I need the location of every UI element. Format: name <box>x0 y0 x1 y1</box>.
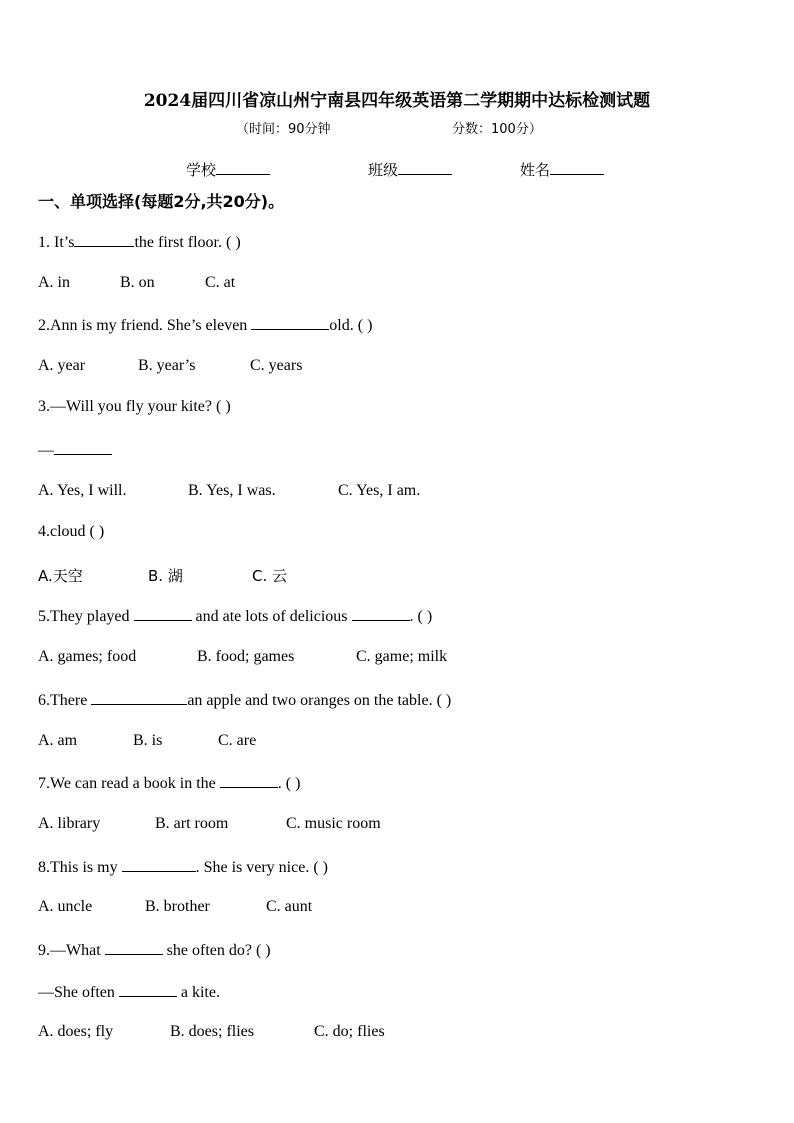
school-field <box>186 159 270 180</box>
q5-option-c: C. game; milk <box>356 648 448 665</box>
q4-option-c: C. 云 <box>252 567 288 585</box>
q7-option-a: A. library <box>38 815 101 832</box>
exam-score: 分数：100分） <box>452 122 542 137</box>
q8-option-b: B. brother <box>145 898 210 915</box>
question-5 <box>38 606 432 626</box>
q7-option-c: C. music room <box>286 815 381 832</box>
question-4: 4.cloud ( ) <box>38 523 105 540</box>
q5-text-start: 5.They played <box>38 608 130 625</box>
q1-option-c: C. at <box>205 274 236 291</box>
exam-title: 2024届四川省凉山州宁南县四年级英语第二学期期中达标检测试题 <box>143 91 651 111</box>
question-3: 3.—Will you fly your kite? ( ) <box>38 398 231 415</box>
q6-option-c: C. are <box>218 732 257 749</box>
q8-option-a: A. uncle <box>38 898 93 915</box>
q9-text-end: she often do? ( ) <box>166 942 271 959</box>
exam-time: （时间：90分钟 <box>236 122 331 137</box>
q4-option-a: A.天空 <box>38 567 83 585</box>
name-label: 姓名 <box>520 161 551 179</box>
q1-text-start: 1. It’s <box>38 234 75 251</box>
q9-option-a: A. does; fly <box>38 1023 114 1040</box>
q9-blank-1 <box>105 940 163 955</box>
q8-text-start: 8.This is my <box>38 859 118 876</box>
q7-text-start: 7.We can read a book in the <box>38 775 216 792</box>
q2-option-c: C. years <box>250 357 303 374</box>
question-2 <box>38 315 372 335</box>
q2-blank <box>251 315 329 330</box>
q4-option-b: B. 湖 <box>148 567 183 585</box>
q1-text-end: the first floor. ( ) <box>134 234 241 251</box>
question-3-answer-line <box>38 440 112 460</box>
q6-option-b: B. is <box>133 732 163 749</box>
q8-blank <box>122 857 196 872</box>
q6-text-start: 6.There <box>38 692 88 709</box>
q7-blank <box>220 773 278 788</box>
question-9 <box>38 940 271 960</box>
school-label: 学校 <box>186 161 217 179</box>
question-6 <box>38 690 451 710</box>
q3-option-a: A. Yes, I will. <box>38 482 127 499</box>
class-blank <box>398 160 452 175</box>
q5-text-end: . ( ) <box>409 608 433 625</box>
q3-option-c: C. Yes, I am. <box>338 482 421 499</box>
question-9-line-2 <box>38 982 220 1002</box>
section-title: 一、单项选择(每题2分,共20分)。 <box>38 192 285 211</box>
q5-blank-2 <box>352 606 410 621</box>
question-8 <box>38 857 328 877</box>
q5-text-middle: and ate lots of delicious <box>195 608 348 625</box>
q8-text-end: . She is very nice. ( ) <box>195 859 328 876</box>
class-field <box>368 159 452 180</box>
q2-option-b: B. year’s <box>138 357 196 374</box>
q2-text-end: old. ( ) <box>329 317 373 334</box>
school-blank <box>216 160 270 175</box>
q8-option-c: C. aunt <box>266 898 313 915</box>
q9-line2-start: —She often <box>38 984 115 1001</box>
q2-option-a: A. year <box>38 357 86 374</box>
q2-text-start: 2.Ann is my friend. She’s eleven <box>38 317 248 334</box>
q5-blank-1 <box>134 606 192 621</box>
q6-blank <box>91 690 187 705</box>
q7-text-end: . ( ) <box>277 775 301 792</box>
name-field <box>520 159 604 180</box>
class-label: 班级 <box>368 161 399 179</box>
question-7 <box>38 773 300 793</box>
q9-option-b: B. does; flies <box>170 1023 254 1040</box>
q1-option-b: B. on <box>120 274 155 291</box>
q9-line2-end: a kite. <box>180 984 220 1001</box>
q9-text-start: 9.—What <box>38 942 101 959</box>
q3-option-b: B. Yes, I was. <box>188 482 276 499</box>
q7-option-b: B. art room <box>155 815 229 832</box>
q9-option-c: C. do; flies <box>314 1023 385 1040</box>
q6-text-end: an apple and two oranges on the table. ( ) <box>187 692 452 709</box>
question-1 <box>38 232 241 252</box>
q3-dash: — <box>38 442 54 459</box>
name-blank <box>550 160 604 175</box>
q1-option-a: A. in <box>38 274 70 291</box>
q6-option-a: A. am <box>38 732 78 749</box>
q1-blank <box>74 232 134 247</box>
q5-option-a: A. games; food <box>38 648 137 665</box>
q5-option-b: B. food; games <box>197 648 295 665</box>
q3-blank <box>54 440 112 455</box>
q9-blank-2 <box>119 982 177 997</box>
